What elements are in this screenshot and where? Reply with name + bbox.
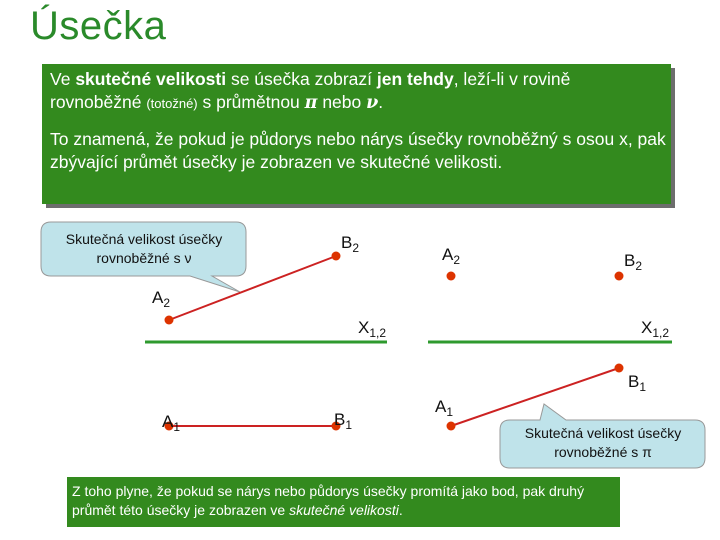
- label-left-b1: $B_1$: [334, 410, 353, 432]
- left-point-b2: [332, 252, 341, 261]
- right-point-b2: [615, 272, 624, 281]
- label-left-a2: $A_2$: [152, 288, 171, 310]
- nu-symbol: ν: [366, 93, 379, 113]
- label-right-a1: $A_1$: [435, 397, 454, 419]
- left-point-a2: [165, 316, 174, 325]
- right-point-b1: [615, 364, 624, 373]
- right-segment-top: [451, 368, 619, 426]
- label-left-a1: $A_1$: [162, 412, 181, 434]
- callout-right: Skutečná velikost úsečky rovnoběžné s π: [524, 425, 682, 460]
- label-left-b2: $B_2$: [341, 233, 360, 255]
- right-point-a2b2: [447, 272, 456, 281]
- rule-sentence: Ve skutečné velikosti se úsečka zobrazí jen tehdy, leží-li v rovině rovnoběžné (totožné) s průmětnou π nebo ν.: [50, 69, 571, 113]
- callout-left: Skutečná velikost úsečky rovnoběžné s ν: [65, 231, 223, 266]
- pi-symbol: π: [304, 93, 318, 113]
- label-right-x12: $X_{1,2}$: [641, 318, 670, 340]
- meaning-paragraph: To znamená, že pokud je půdorys nebo nárys úsečky rovnoběžný s osou x, pak zbývající průmět úsečky je zobrazen ve skutečné velikosti.: [50, 129, 666, 172]
- right-point-a1: [447, 422, 456, 431]
- label-right-a2: $A_2$: [442, 245, 461, 267]
- conclusion-box: Z toho plyne, že pokud se nárys nebo půdorys úsečky promítá jako bod, pak druhý průmět této úsečky je zobrazen ve skutečné velikosti.: [67, 477, 620, 527]
- label-right-b1: $B_1$: [628, 372, 647, 394]
- label-right-b2: $B_2$: [624, 251, 643, 273]
- label-left-x12: $X_{1,2}$: [358, 318, 387, 340]
- page-title: Úsečka: [30, 4, 167, 48]
